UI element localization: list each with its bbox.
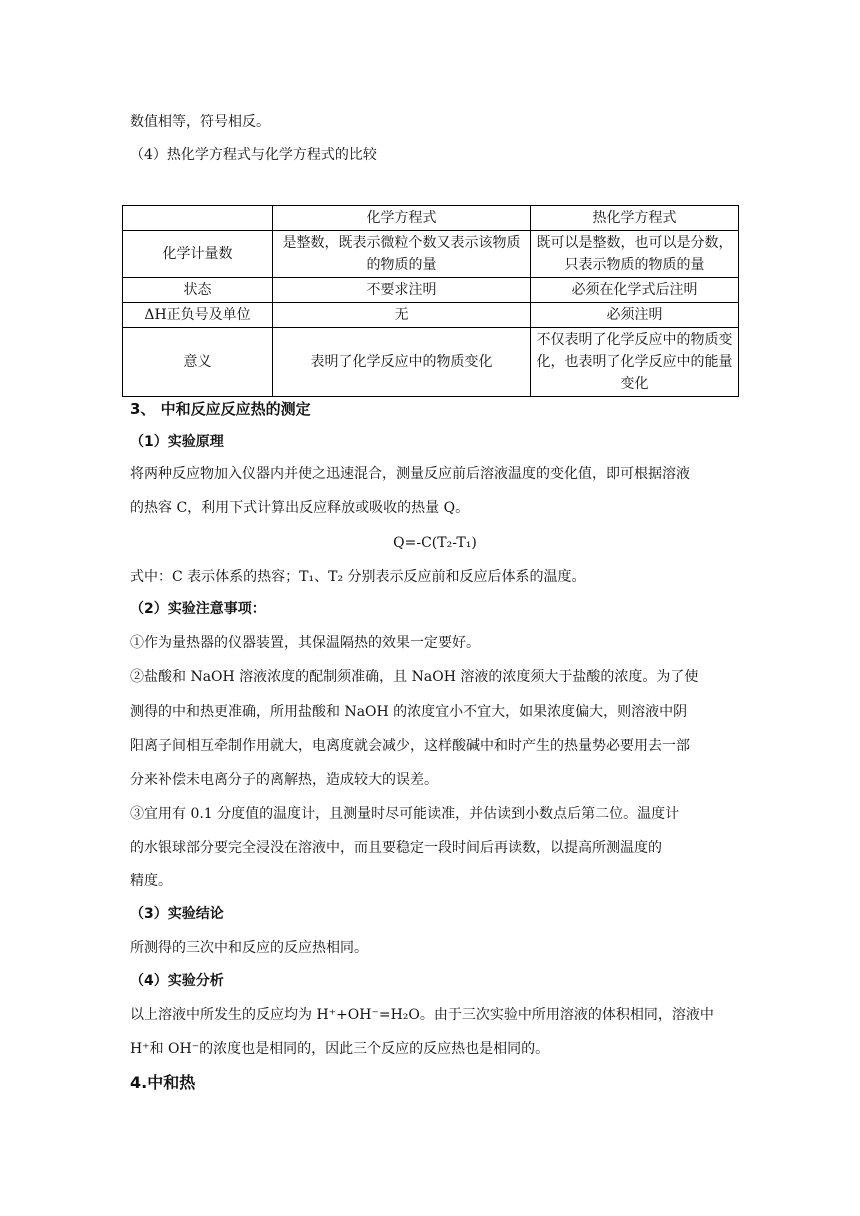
- note-line: 的水银球部分要完全浸没在溶液中，而且要稳定一段时间后再读数，以提高所测温度的: [130, 840, 662, 856]
- note-item: ①作为量热器的仪器装置，其保温隔热的效果一定要好。: [130, 635, 480, 651]
- note-line: ②盐酸和 NaOH 溶液浓度的配制须准确，且 NaOH 溶液的浓度须大于盐酸的浓度。为了使: [130, 669, 699, 685]
- table-row: [123, 303, 739, 328]
- table-row: [123, 278, 739, 303]
- heat-formula: Q=-C(T₂-T₁): [393, 535, 477, 551]
- comparison-table: [122, 205, 739, 397]
- table-cell: 表明了化学反应中的物质变化: [273, 328, 531, 397]
- principle-line: 将两种反应物加入仪器内并使之迅速混合，测量反应前后溶液温度的变化值，即可根据溶液: [130, 466, 690, 482]
- formula-note: 式中：C 表示体系的热容；T₁、T₂ 分别表示反应前和反应后体系的温度。: [130, 569, 586, 585]
- table-cell: 是整数，既表示微粒个数又表示该物质的物质的量: [273, 231, 531, 278]
- table-header-cell: 化学方程式: [273, 206, 531, 231]
- sub4-heading: （4）热化学方程式与化学方程式的比较: [130, 147, 377, 163]
- table-header-cell: [123, 206, 273, 231]
- conclusion-heading: （3）实验结论: [130, 906, 224, 922]
- analysis-heading: （4）实验分析: [130, 973, 224, 989]
- table-header-row: [123, 206, 739, 231]
- table-row: [123, 328, 739, 397]
- analysis-line: 以上溶液中所发生的反应均为 H⁺+OH⁻=H₂O。由于三次实验中所用溶液的体积相同，溶液中: [130, 1007, 714, 1023]
- note-line: 分来补偿未电离分子的离解热，造成较大的误差。: [130, 772, 438, 788]
- table-cell: 必须注明: [531, 303, 739, 328]
- table-cell: 不仅表明了化学反应中的物质变化，也表明了化学反应中的能量变化: [531, 328, 739, 397]
- note-line: ③宜用有 0.1 分度值的温度计，且测量时尽可能读准，并估读到小数点后第二位。温度计: [130, 806, 680, 822]
- intro-line: 数值相等，符号相反。: [130, 114, 270, 130]
- note-line: 测得的中和热更准确，所用盐酸和 NaOH 的浓度宜小不宜大，如果浓度偏大，则溶液中阴: [130, 704, 688, 720]
- notes-heading: （2）实验注意事项：: [130, 601, 266, 617]
- conclusion-text: 所测得的三次中和反应的反应热相同。: [130, 940, 368, 956]
- table-row: [123, 231, 739, 278]
- note-line: 阳离子间相互牵制作用就大，电离度就会减少，这样酸碱中和时产生的热量势必要用去一部: [130, 738, 690, 754]
- table-cell: 状态: [123, 278, 273, 303]
- section3-title: 3、 中和反应反应热的测定: [130, 400, 311, 418]
- table-cell: ΔH正负号及单位: [123, 303, 273, 328]
- table-cell: 无: [273, 303, 531, 328]
- table-cell: 必须在化学式后注明: [531, 278, 739, 303]
- table-cell: 既可以是整数，也可以是分数，只表示物质的物质的量: [531, 231, 739, 278]
- table-cell: 化学计量数: [123, 231, 273, 278]
- table-header-cell: 热化学方程式: [531, 206, 739, 231]
- analysis-line: H⁺和 OH⁻的浓度也是相同的，因此三个反应的反应热也是相同的。: [130, 1041, 550, 1057]
- note-line: 精度。: [130, 873, 172, 889]
- table-cell: 意义: [123, 328, 273, 397]
- principle-heading: （1）实验原理: [130, 434, 224, 450]
- section4-title: 4.中和热: [130, 1073, 196, 1092]
- principle-line: 的热容 C，利用下式计算出反应释放或吸收的热量 Q。: [130, 500, 470, 516]
- table-cell: 不要求注明: [273, 278, 531, 303]
